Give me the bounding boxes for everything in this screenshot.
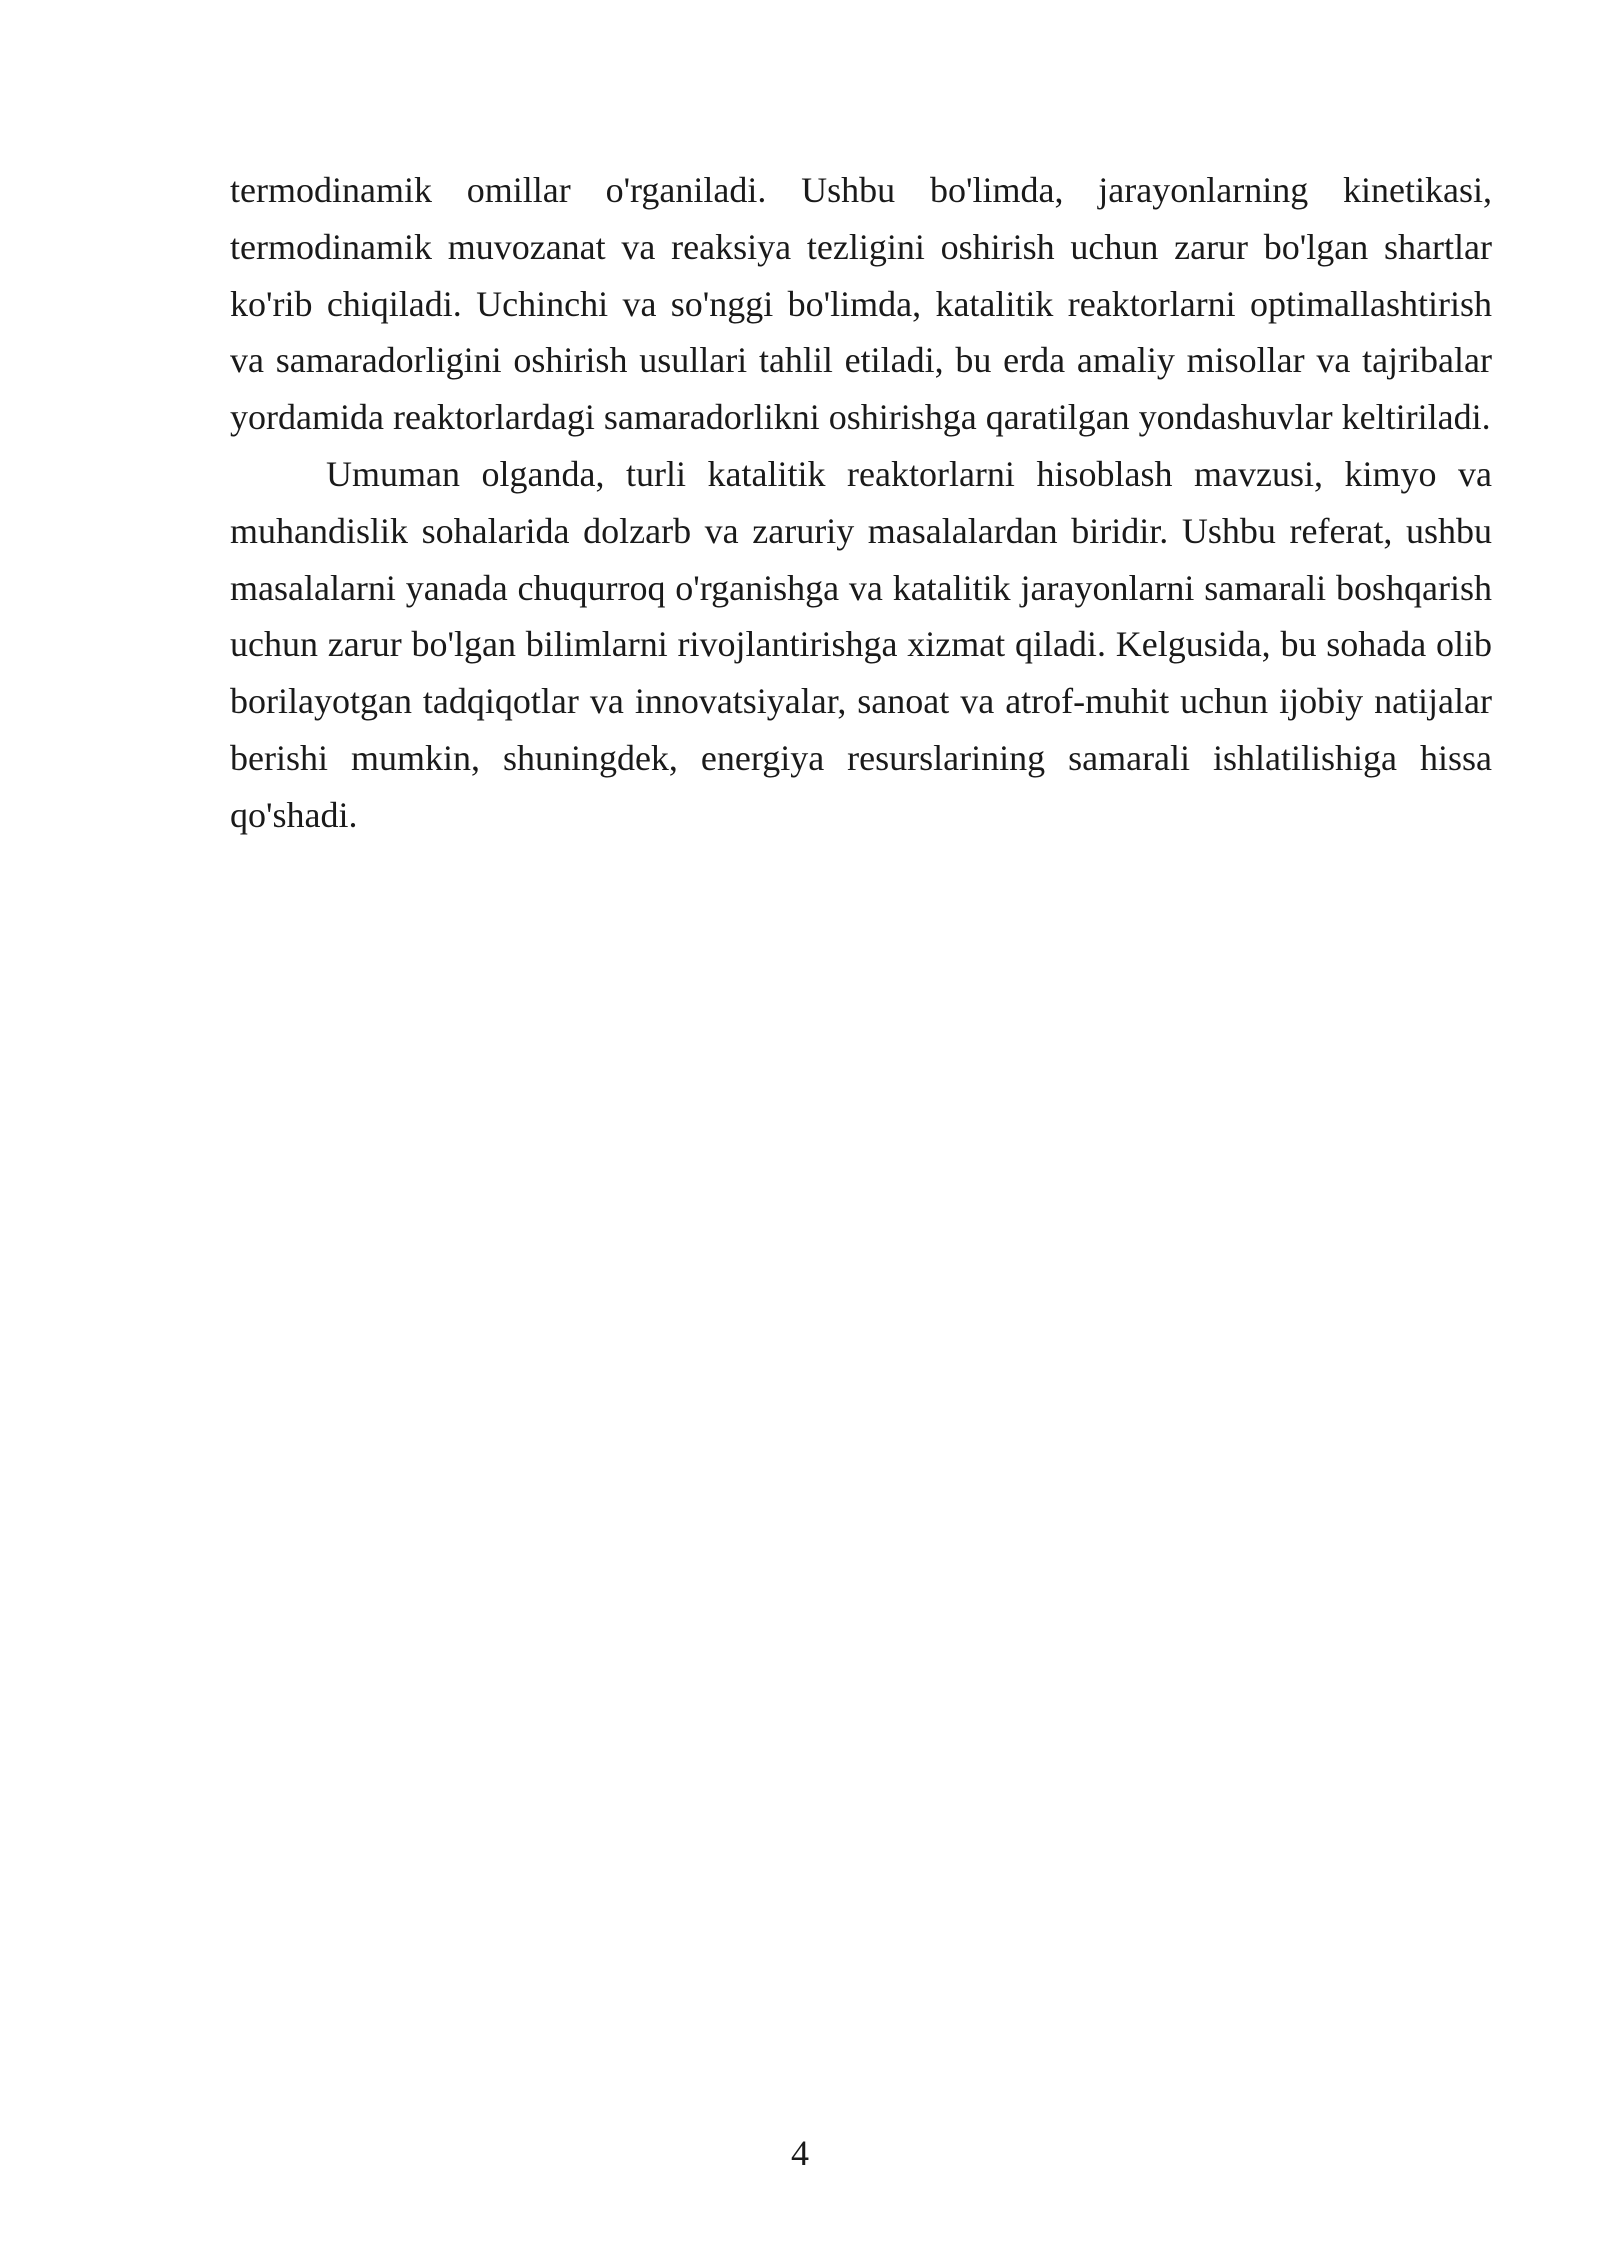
paragraph-conclusion: Umuman olganda, turli katalitik reaktorlarni hisoblash mavzusi, kimyo va muhandislik sohalarida dolzarb va zaruriy masalalardan biridir. Ushbu referat, ushbu masalalarni yanada chuqurroq o'rganishga va katalitik jarayonlarni samarali boshqarish uchun zarur bo'lgan bilimlarni rivojlantirishga xizmat qiladi. Kelgusida, bu sohada olib borilayotgan tadqiqotlar va innovatsiyalar, sanoat va atrof-muhit uchun ijobiy natijalar berishi mumkin, shuningdek, energiya resurslarining samarali ishlatilishiga hissa qo'shadi. bbox=[230, 453, 1492, 835]
body-text bbox=[230, 162, 1492, 844]
paragraph-continuation: termodinamik omillar o'rganiladi. Ushbu bo'limda, jarayonlarning kinetikasi, termodinamik muvozanat va reaksiya tezligini oshirish uchun zarur bo'lgan shartlar ko'rib chiqiladi. Uchinchi va so'nggi bo'limda, katalitik reaktorlarni optimallashtirish va samaradorligini oshirish usullari tahlil etiladi, bu erda amaliy misollar va tajribalar yordamida reaktorlardagi samaradorlikni oshirishga qaratilgan yondashuvlar keltiriladi. bbox=[230, 170, 1492, 438]
page-number: 4 bbox=[791, 2133, 809, 2173]
